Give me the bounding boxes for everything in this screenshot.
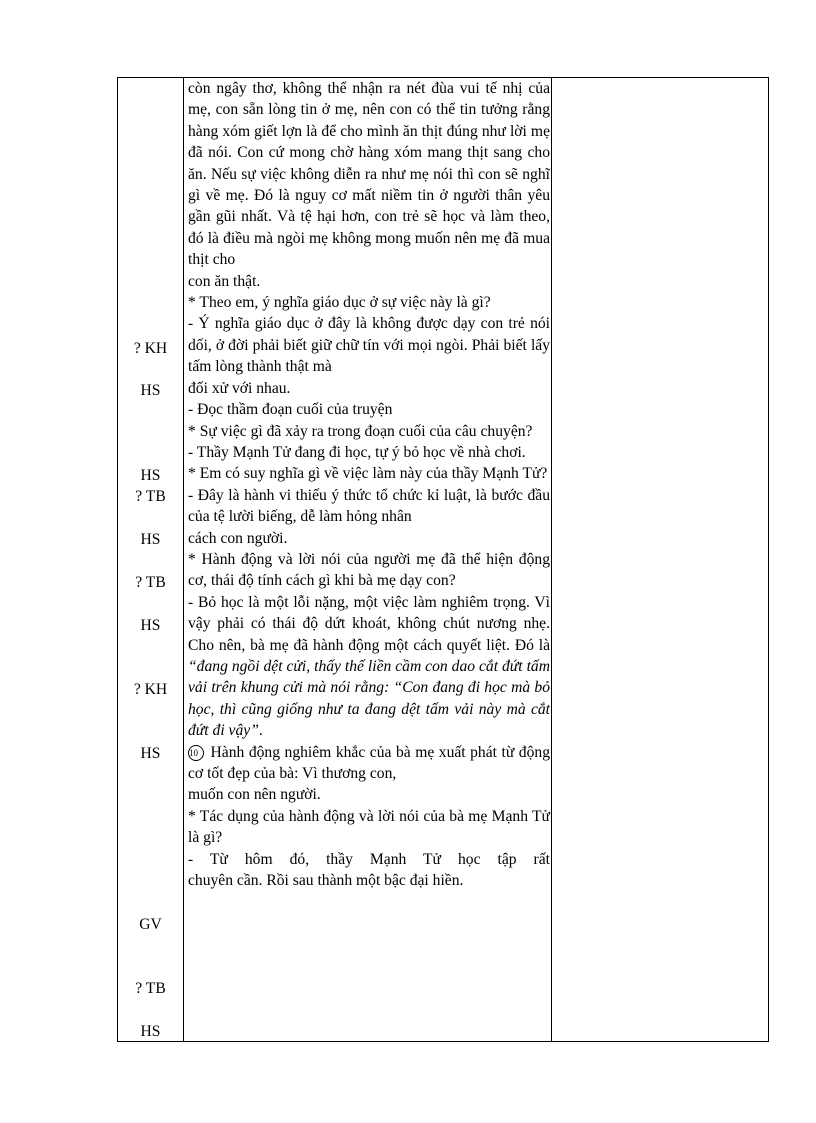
reading-instruction: - Đọc thầm đoạn cuối của truyện xyxy=(188,401,393,419)
question-mother-action: * Hành động và lời nói của người mẹ đã thể hiện động cơ, thái độ tính cách gì khi bà mẹ dạy con? xyxy=(188,550,550,590)
role-label: HS xyxy=(140,531,161,548)
role-label: ? TB xyxy=(135,488,166,505)
explanation-paragraph-end: con ăn thật. xyxy=(188,272,261,290)
question-meaning: * Theo em, ý nghĩa giáo dục ở sự việc này là gì? xyxy=(188,294,491,312)
role-label: HS xyxy=(140,382,161,399)
role-label: HS xyxy=(140,617,161,634)
answer-meaning-end: đối xử với nhau. xyxy=(188,379,291,397)
role-label: HS xyxy=(140,1023,161,1040)
teacher-note-text: Hành động nghiêm khắc của bà mẹ xuất phát từ động cơ tốt đẹp của bà: Vì thương con, xyxy=(188,743,550,782)
role-label: ? KH xyxy=(133,681,168,698)
answer-event: - Thầy Mạnh Tử đang đi học, tự ý bỏ học về nhà chơi. xyxy=(188,443,526,461)
role-label: ? TB xyxy=(135,980,166,997)
lesson-content xyxy=(185,78,550,891)
column-divider-left xyxy=(183,78,184,1041)
teacher-note-end: muốn con nên người. xyxy=(188,786,321,804)
column-divider-right xyxy=(551,78,552,1041)
quoted-passage: “đang ngồi dệt cửi, thấy thế liền cầm con dao cắt đứt tấm vải trên khung cửi mà nói rằng: “Con đang đi học mà bỏ học, thì cũng giống như ta đang dệt tấm vải này mà cắt đứt đi vậy” xyxy=(188,657,550,740)
numbered-bullet-icon: 10 xyxy=(188,745,204,761)
role-label: ? TB xyxy=(135,574,166,591)
quote-period: . xyxy=(258,722,263,740)
question-event: * Sự việc gì đã xảy ra trong đoạn cuối của câu chuyện? xyxy=(188,422,533,440)
answer-effect-end: chuyên cần. Rồi sau thành một bậc đại hiền. xyxy=(188,872,464,890)
answer-meaning: - Ý nghĩa giáo dục ở đây là không được dạy con trẻ nói dối, ở đời phải biết giữ chữ tín với mọi ngòi. Phải biết lấy tấm lòng thành thật mà xyxy=(188,315,550,376)
question-effect: * Tác dụng của hành động và lời nói của bà mẹ Mạnh Tử là gì? xyxy=(188,807,550,847)
role-label: ? KH xyxy=(133,340,168,357)
answer-opinion-end: cách con người. xyxy=(188,529,288,547)
role-label: HS xyxy=(140,745,161,762)
answer-mother-action-text: - Bỏ học là một lỗi nặng, một việc làm nghiêm trọng. Vì vậy phải có thái độ dứt khoát, không chút nương nhẹ. Cho nên, bà mẹ đã hành động một cách quyết liệt. Đó là xyxy=(188,593,550,654)
role-label: GV xyxy=(139,916,162,933)
role-label: HS xyxy=(140,467,161,484)
answer-mother-action xyxy=(188,592,550,742)
question-opinion: * Em có suy nghĩa gì về việc làm này của thầy Mạnh Tử? xyxy=(188,465,548,483)
lesson-table xyxy=(117,77,769,1042)
explanation-paragraph: còn ngây thơ, không thể nhận ra nét đùa vui tế nhị của mẹ, con sẵn lòng tin ở mẹ, nên con có thể tin tưởng rằng hàng xóm giết lợn là để cho mình ăn thịt đúng như lời mẹ đã nói. Con cứ mong chờ hàng xóm mang thịt sang cho ăn. Nếu sự việc không diễn ra như mẹ nói thì con sẽ nghĩ gì về mẹ. Đó là nguy cơ mất niềm tin ở người thân yêu gần gũi nhất. Và tệ hại hơn, con trẻ sẽ học và làm theo, đó là điều mà ngòi mẹ không mong muốn nên mẹ đã mua thịt cho xyxy=(188,80,550,269)
answer-opinion: - Đây là hành vi thiếu ý thức tổ chức kỉ luật, là bước đầu của tệ lười biếng, dễ làm hỏng nhân xyxy=(188,486,550,526)
teacher-note xyxy=(188,742,550,785)
answer-effect: - Từ hôm đó, thầy Mạnh Tử học tập rất xyxy=(188,850,550,868)
